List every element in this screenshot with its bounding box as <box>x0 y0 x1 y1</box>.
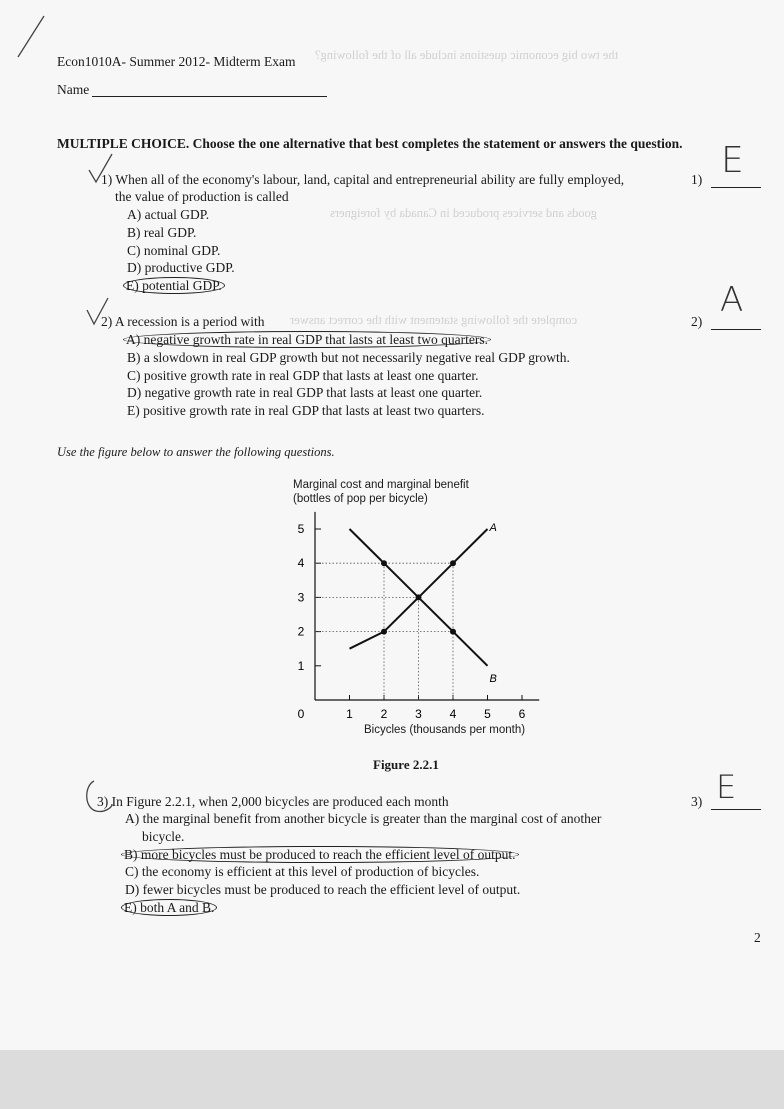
figure-caption: Figure 2.2.1 <box>373 757 439 772</box>
x-tick-label: 2 <box>380 707 388 721</box>
data-point <box>450 629 456 635</box>
question-2 <box>101 313 265 331</box>
option-e-selected[interactable]: E) both A and B. <box>125 899 601 917</box>
option-b-circled[interactable]: B) more bicycles must be produced to reach the efficient level of output. <box>125 846 601 864</box>
question-stem: A recession is a period with <box>114 314 265 329</box>
option-d[interactable]: D) negative growth rate in real GDP that lasts at least one quarter. <box>127 385 483 401</box>
name-field[interactable] <box>92 96 327 97</box>
bleed-through-text: the two big economic questions include all of the following? <box>315 48 619 62</box>
option-a[interactable]: A) the marginal benefit from another bicycle is greater than the marginal cost of another <box>125 811 602 826</box>
question-1 <box>101 171 681 189</box>
x-tick-label: 1 <box>346 707 353 721</box>
bleed-through-text: complete the following statement with the correct answer <box>290 313 578 327</box>
y-tick-label: 5 <box>297 522 305 536</box>
options-list <box>127 206 235 295</box>
handwritten-answer: E <box>716 768 737 806</box>
option-e[interactable]: E) positive growth rate in real GDP that lasts at least two quarters. <box>127 403 485 419</box>
page-number: 2 <box>754 930 761 945</box>
data-point <box>381 629 387 635</box>
bleed-through-text: goods and services produced in Canada by foreigners <box>330 206 597 220</box>
options-list <box>125 810 601 917</box>
figure-2-2-1-chart <box>280 505 540 745</box>
question-number: 3) <box>97 794 109 809</box>
scanner-bed <box>0 1050 784 1109</box>
option-b[interactable]: B) real GDP. <box>127 224 197 240</box>
curves <box>350 522 497 685</box>
instructions: MULTIPLE CHOICE. Choose the one alternative that best completes the statement or answers the question. <box>57 136 683 151</box>
x-axis-title: Bicycles (thousands per month) <box>364 724 526 736</box>
option-a-selected[interactable]: A) negative growth rate in real GDP that lasts at least two quarters. <box>127 331 570 349</box>
x-tick-label: 6 <box>518 707 526 721</box>
option-c[interactable]: C) nominal GDP. <box>127 242 221 258</box>
answer-line[interactable] <box>711 186 761 188</box>
x-tick-label: 4 <box>449 707 457 721</box>
x-tick-label: 3 <box>415 707 422 721</box>
y-tick-label: 1 <box>297 658 305 673</box>
option-e-selected[interactable]: E) potential GDP. <box>127 277 235 295</box>
curve-label-a: A <box>489 522 497 534</box>
answer-line[interactable] <box>711 328 761 330</box>
options-list <box>127 331 570 420</box>
question-stem-cont: the value of production is called <box>115 189 289 204</box>
figure-intro: Use the figure below to answer the following questions. <box>57 445 335 459</box>
name-label: Name <box>57 82 90 97</box>
option-d[interactable]: D) fewer bicycles must be produced to reach the efficient level of output. <box>125 882 521 898</box>
y-axis-title <box>293 478 469 506</box>
curve-label-b: B <box>489 672 497 685</box>
y-tick-label: 3 <box>297 590 305 605</box>
y-axis-title-line2: (bottles of pop per bicycle) <box>293 493 428 505</box>
data-point <box>416 594 422 600</box>
x-tick-label: 5 <box>484 707 491 721</box>
pen-stroke-icon <box>10 12 50 62</box>
y-axis-title-line1: Marginal cost and marginal benefit <box>293 479 469 491</box>
exam-title: Econ1010A- Summer 2012- Midterm Exam <box>57 54 296 69</box>
answer-line[interactable] <box>711 808 761 810</box>
y-tick-label: 2 <box>297 624 305 639</box>
tick-labels <box>298 522 526 721</box>
data-point <box>450 560 456 566</box>
answer-number: 1) <box>691 172 703 187</box>
origin-label: 0 <box>297 707 305 721</box>
answer-number: 2) <box>691 314 703 329</box>
question-stem: In Figure 2.2.1, when 2,000 bicycles are produced each month <box>111 794 449 809</box>
y-tick-label: 4 <box>297 556 305 571</box>
question-stem: When all of the economy's labour, land, capital and entrepreneurial ability are fully employed, <box>115 172 625 187</box>
option-a-cont: bicycle. <box>142 828 185 844</box>
question-number: 2) <box>101 314 113 329</box>
option-a[interactable]: A) actual GDP. <box>127 207 210 222</box>
answer-number: 3) <box>691 794 703 809</box>
option-c[interactable]: C) positive growth rate in real GDP that lasts at least one quarter. <box>127 367 479 383</box>
handwritten-answer: E <box>721 140 744 181</box>
data-point <box>381 560 387 566</box>
option-b[interactable]: B) a slowdown in real GDP growth but not necessarily negative real GDP growth. <box>127 349 570 365</box>
option-c[interactable]: C) the economy is efficient at this level of production of bicycles. <box>125 864 480 880</box>
question-3 <box>97 793 449 811</box>
curve-a <box>350 529 488 649</box>
question-number: 1) <box>101 172 113 187</box>
handwritten-answer: A <box>720 280 744 320</box>
option-d[interactable]: D) productive GDP. <box>127 260 235 276</box>
